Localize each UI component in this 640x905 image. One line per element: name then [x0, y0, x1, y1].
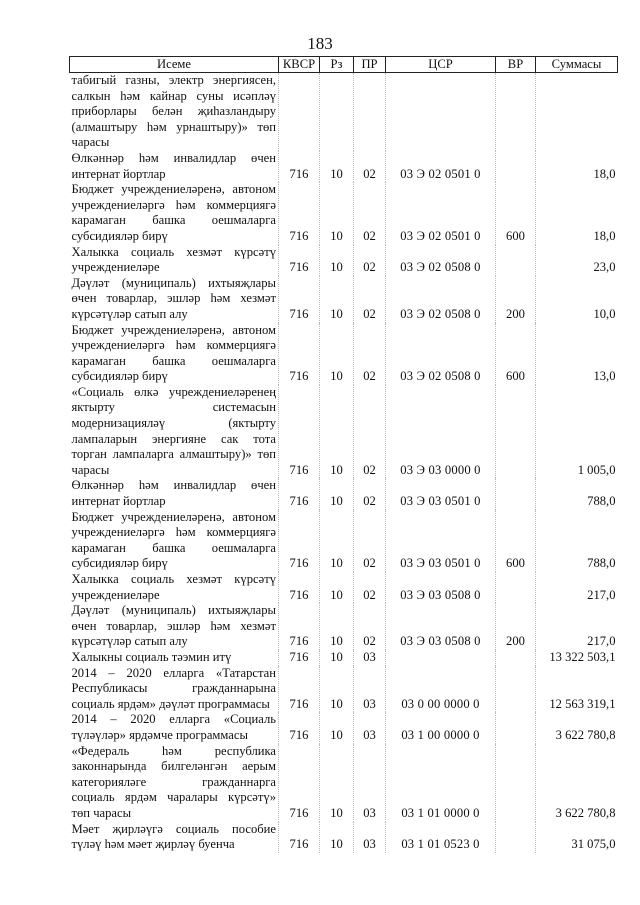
cell-pr: 03 — [354, 650, 386, 666]
cell-sum: 13,0 — [536, 323, 618, 385]
cell-pr: 03 — [354, 744, 386, 822]
name-line: күрсәтүләр сатып алу — [71, 306, 188, 321]
cell-vr — [496, 572, 536, 603]
cell-vr — [496, 151, 536, 182]
cell-sum: 10,0 — [536, 276, 618, 323]
name-line: интернат йортлар — [71, 166, 166, 181]
name-line: өчен товарлар, эшләр һәм хезмәт — [71, 618, 276, 633]
cell-pr: 02 — [354, 510, 386, 572]
cell-kvsr: 716 — [279, 478, 320, 509]
name-line: учреждениеләргә һәм коммерциягә — [71, 197, 276, 212]
cell-sum: 18,0 — [536, 182, 618, 244]
cell-vr — [496, 650, 536, 666]
name-line: субсидияләр бирү — [71, 556, 168, 571]
cell-pr: 02 — [354, 478, 386, 509]
name-line: «Социаль өлкә учреждениеләренең — [71, 384, 276, 399]
cell-name — [70, 650, 279, 666]
cell-csr: 03 Э 02 0501 0 — [386, 151, 496, 182]
cell-vr — [496, 245, 536, 276]
cell-name — [70, 603, 279, 650]
cell-sum: 217,0 — [536, 603, 618, 650]
cell-kvsr: 716 — [279, 151, 320, 182]
cell-kvsr: 716 — [279, 572, 320, 603]
cell-name — [70, 385, 279, 479]
cell-sum: 18,0 — [536, 151, 618, 182]
column-header-csr: ЦСР — [386, 57, 496, 73]
table-row — [70, 478, 618, 509]
cell-rz: 10 — [320, 650, 354, 666]
name-line: түләүләр» ярдәмче программасы — [71, 727, 248, 742]
name-line: карамаган башка оешмаларга — [71, 353, 276, 368]
cell-kvsr: 716 — [279, 323, 320, 385]
cell-sum: 23,0 — [536, 245, 618, 276]
name-line: учреждениеләре — [71, 587, 160, 602]
cell-kvsr: 716 — [279, 650, 320, 666]
name-line: Мәет җирләүгә социаль пособие — [71, 821, 276, 836]
column-header-rz: Рз — [320, 57, 354, 73]
cell-rz: 10 — [320, 572, 354, 603]
cell-csr: 03 Э 03 0000 0 — [386, 385, 496, 479]
name-line: модернизацияләү (яктырту — [71, 416, 276, 431]
cell-vr — [496, 666, 536, 713]
name-line: салкын һәм кайнар суны исәпләү — [71, 88, 276, 103]
name-line: табигый газны, электр энергиясен, — [71, 73, 276, 87]
cell-vr: 200 — [496, 276, 536, 323]
cell-vr — [496, 822, 536, 853]
name-line: категорияләге гражданнарга — [71, 774, 276, 789]
cell-name — [70, 182, 279, 244]
table-row — [70, 822, 618, 853]
name-line: Бюджет учреждениеләренә, автоном — [71, 182, 276, 197]
table-row — [70, 712, 618, 743]
table-row — [70, 510, 618, 572]
cell-csr: 03 Э 02 0508 0 — [386, 245, 496, 276]
table-row — [70, 385, 618, 479]
cell-kvsr: 716 — [279, 603, 320, 650]
name-line: өчен товарлар, эшләр һәм хезмәт — [71, 291, 276, 306]
name-line: Дәүләт (муниципаль) ихтыяҗлары — [71, 603, 276, 618]
cell-kvsr: 716 — [279, 744, 320, 822]
cell-vr: 600 — [496, 182, 536, 244]
cell-sum: 12 563 319,1 — [536, 666, 618, 713]
cell-csr: 03 Э 03 0501 0 — [386, 478, 496, 509]
cell-name — [70, 276, 279, 323]
name-line: карамаган башка оешмаларга — [71, 540, 276, 555]
cell-csr: 03 1 01 0000 0 — [386, 744, 496, 822]
table-row — [70, 245, 618, 276]
cell-rz: 10 — [320, 478, 354, 509]
cell-pr: 02 — [354, 276, 386, 323]
table-row — [70, 666, 618, 713]
table-row — [70, 73, 618, 151]
name-line: социаль ярдәм чаралары күрсәтү» — [71, 790, 276, 805]
cell-csr — [386, 73, 496, 151]
cell-kvsr: 716 — [279, 712, 320, 743]
name-line: торган лампаларга алмаштыру)» төп — [71, 447, 276, 462]
name-line: күрсәтүләр сатып алу — [71, 634, 188, 649]
cell-pr: 03 — [354, 822, 386, 853]
cell-kvsr: 716 — [279, 666, 320, 713]
cell-vr: 600 — [496, 510, 536, 572]
cell-name — [70, 572, 279, 603]
cell-name — [70, 323, 279, 385]
table-row — [70, 323, 618, 385]
name-line: чарасы — [71, 135, 110, 150]
name-line: учреждениеләре — [71, 260, 160, 275]
cell-kvsr: 716 — [279, 245, 320, 276]
cell-csr: 03 Э 02 0508 0 — [386, 276, 496, 323]
cell-vr: 200 — [496, 603, 536, 650]
column-header-vr: ВР — [496, 57, 536, 73]
name-line: Дәүләт (муниципаль) ихтыяҗлары — [71, 275, 276, 290]
column-header-kvsr: КВСР — [279, 57, 320, 73]
cell-csr — [386, 650, 496, 666]
cell-vr: 600 — [496, 323, 536, 385]
cell-pr: 02 — [354, 182, 386, 244]
cell-sum: 13 322 503,1 — [536, 650, 618, 666]
name-line: Республикасы гражданнарына — [71, 681, 276, 696]
name-line: Халыкка социаль хезмәт күрсәтү — [71, 572, 276, 586]
name-line: субсидияләр бирү — [71, 369, 168, 384]
name-line: Өлкәннәр һәм инвалидлар өчен — [71, 478, 276, 493]
table-row — [70, 572, 618, 603]
table-row — [70, 151, 618, 182]
cell-name — [70, 478, 279, 509]
cell-name — [70, 744, 279, 822]
table-body — [70, 73, 618, 853]
page-number: 183 — [307, 34, 333, 53]
cell-rz: 10 — [320, 323, 354, 385]
cell-vr — [496, 385, 536, 479]
cell-csr: 03 Э 03 0501 0 — [386, 510, 496, 572]
cell-pr: 02 — [354, 323, 386, 385]
cell-rz: 10 — [320, 510, 354, 572]
cell-name — [70, 245, 279, 276]
cell-pr: 03 — [354, 666, 386, 713]
name-line: карамаган башка оешмаларга — [71, 213, 276, 228]
cell-rz: 10 — [320, 744, 354, 822]
cell-rz: 10 — [320, 385, 354, 479]
cell-kvsr: 716 — [279, 182, 320, 244]
cell-csr: 03 1 01 0523 0 — [386, 822, 496, 853]
name-line: яктырту системасын — [71, 400, 276, 415]
cell-rz: 10 — [320, 666, 354, 713]
name-line: Бюджет учреждениеләренә, автоном — [71, 509, 276, 524]
cell-name — [70, 151, 279, 182]
name-line: интернат йортлар — [71, 494, 166, 509]
cell-rz: 10 — [320, 151, 354, 182]
name-line: Өлкәннәр һәм инвалидлар өчен — [71, 150, 276, 165]
cell-sum: 217,0 — [536, 572, 618, 603]
name-line: чарасы — [71, 462, 110, 477]
name-line: Халыкка социаль хезмәт күрсәтү — [71, 244, 276, 259]
cell-pr: 02 — [354, 245, 386, 276]
name-line: приборлары белән җиһазландыру — [71, 104, 276, 119]
cell-csr: 03 Э 02 0508 0 — [386, 323, 496, 385]
cell-pr — [354, 73, 386, 151]
name-line: лампаларын энергияне сак тота — [71, 431, 276, 446]
cell-kvsr — [279, 73, 320, 151]
name-line: «Федераль һәм республика — [71, 743, 276, 758]
name-line: 2014 – 2020 елларга «Татарстан — [71, 665, 276, 680]
table-row — [70, 182, 618, 244]
cell-vr — [496, 744, 536, 822]
name-line: субсидияләр бирү — [71, 228, 168, 243]
name-line: түләү һәм мәет җирләү буенча — [71, 837, 235, 852]
cell-csr: 03 Э 02 0501 0 — [386, 182, 496, 244]
column-header-pr: ПР — [354, 57, 386, 73]
table-header — [70, 57, 618, 73]
cell-rz: 10 — [320, 603, 354, 650]
table-row — [70, 744, 618, 822]
cell-vr — [496, 478, 536, 509]
name-line: Бюджет учреждениеләренә, автоном — [71, 322, 276, 337]
cell-pr: 02 — [354, 151, 386, 182]
cell-kvsr: 716 — [279, 276, 320, 323]
cell-sum: 31 075,0 — [536, 822, 618, 853]
cell-sum — [536, 73, 618, 151]
budget-table — [69, 56, 618, 853]
cell-rz: 10 — [320, 276, 354, 323]
cell-name — [70, 510, 279, 572]
cell-rz — [320, 73, 354, 151]
cell-kvsr: 716 — [279, 510, 320, 572]
cell-vr — [496, 712, 536, 743]
name-line: Халыкны социаль тәэмин итү — [71, 649, 232, 664]
cell-sum: 788,0 — [536, 510, 618, 572]
cell-pr: 03 — [354, 712, 386, 743]
cell-csr: 03 0 00 0000 0 — [386, 666, 496, 713]
table-row — [70, 650, 618, 666]
cell-name — [70, 73, 279, 151]
cell-rz: 10 — [320, 245, 354, 276]
name-line: төп чарасы — [71, 805, 132, 820]
cell-rz: 10 — [320, 712, 354, 743]
cell-csr: 03 Э 03 0508 0 — [386, 572, 496, 603]
cell-rz: 10 — [320, 822, 354, 853]
cell-kvsr: 716 — [279, 385, 320, 479]
name-line: (алмаштыру һәм урнаштыру)» төп — [71, 119, 276, 134]
name-line: социаль ярдәм» дәүләт программасы — [71, 696, 270, 711]
cell-kvsr: 716 — [279, 822, 320, 853]
column-header-sum: Суммасы — [536, 57, 618, 73]
cell-pr: 02 — [354, 385, 386, 479]
name-line: законнарында билгеләнгән аерым — [71, 759, 276, 774]
cell-pr: 02 — [354, 603, 386, 650]
name-line: учреждениеләргә һәм коммерциягә — [71, 525, 276, 540]
cell-csr: 03 1 00 0000 0 — [386, 712, 496, 743]
cell-sum: 3 622 780,8 — [536, 712, 618, 743]
cell-sum: 3 622 780,8 — [536, 744, 618, 822]
name-line: 2014 – 2020 елларга «Социаль — [71, 712, 276, 727]
cell-csr: 03 Э 03 0508 0 — [386, 603, 496, 650]
cell-name — [70, 822, 279, 853]
table-row — [70, 603, 618, 650]
cell-pr: 02 — [354, 572, 386, 603]
cell-name — [70, 666, 279, 713]
cell-vr — [496, 73, 536, 151]
cell-sum: 1 005,0 — [536, 385, 618, 479]
column-header-name: Исеме — [70, 57, 279, 73]
cell-name — [70, 712, 279, 743]
table-row — [70, 276, 618, 323]
cell-rz: 10 — [320, 182, 354, 244]
cell-sum: 788,0 — [536, 478, 618, 509]
name-line: учреждениеләргә һәм коммерциягә — [71, 338, 276, 353]
